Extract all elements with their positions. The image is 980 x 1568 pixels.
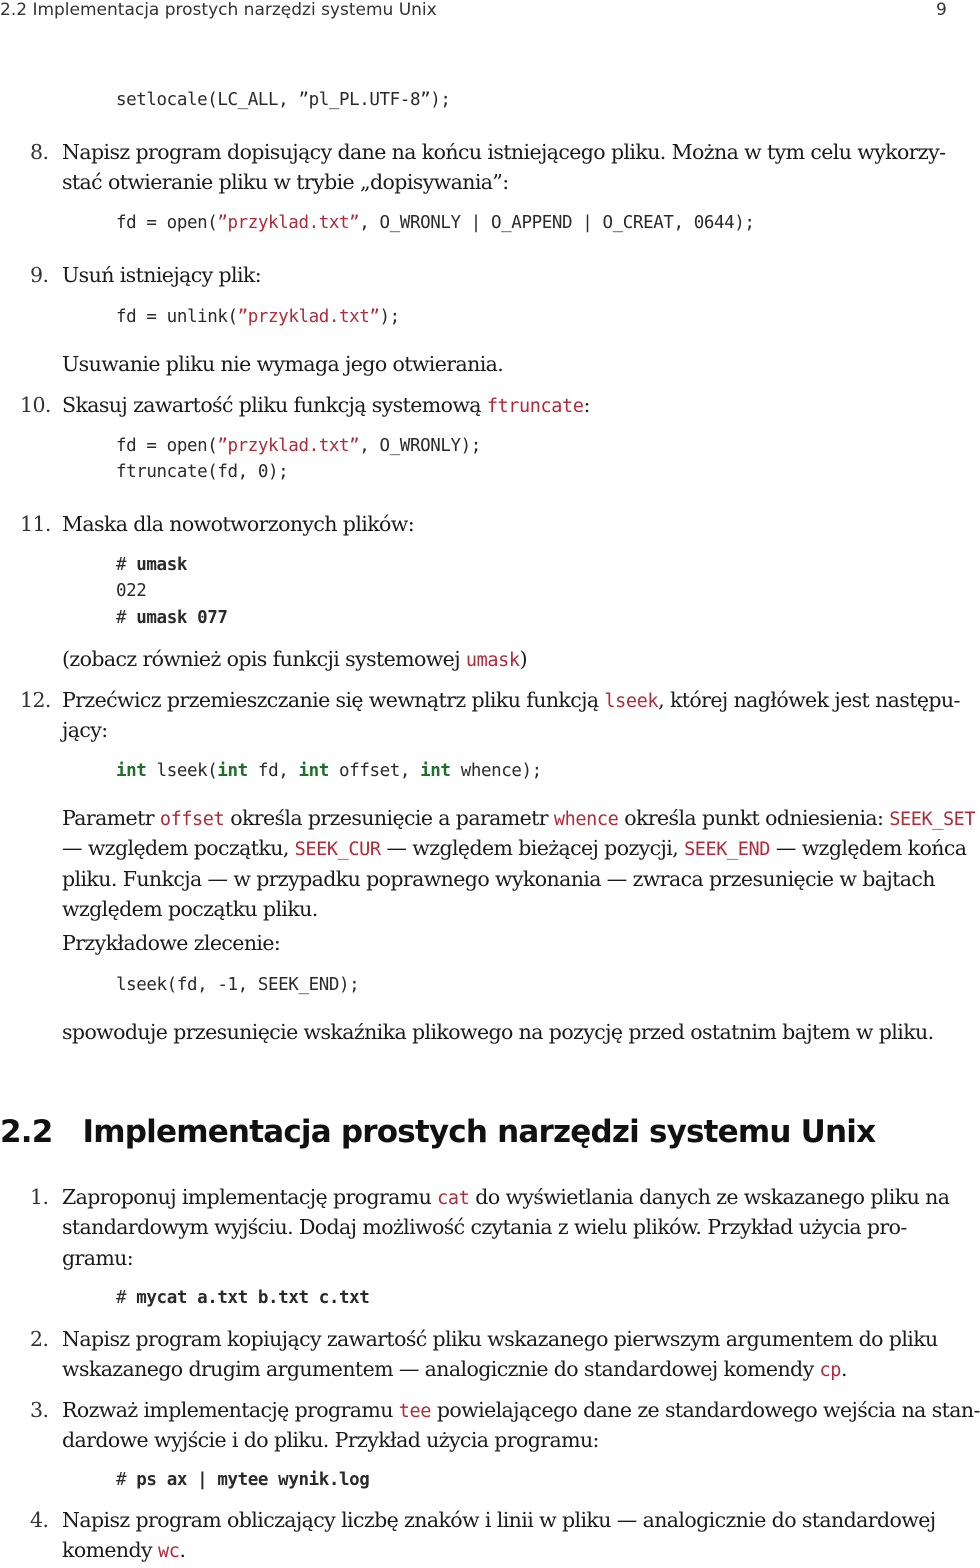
- shell-line: # umask: [116, 555, 187, 575]
- item-note: (zobacz również opis funkcji systemowej umask): [62, 647, 527, 671]
- item-text: Skasuj zawartość pliku funkcją systemową ftruncate:: [62, 393, 590, 417]
- item-text: Rozważ implementację programu tee powielającego dane ze standardowego wejścia na stan-: [62, 1398, 980, 1422]
- shell-line: # mycat a.txt b.txt c.txt: [116, 1288, 370, 1308]
- shell-line: # umask 077: [116, 608, 228, 628]
- paragraph-line: spowoduje przesunięcie wskaźnika plikowego na pozycję przed ostatnim bajtem w pliku.: [62, 1020, 934, 1044]
- code-line: fd = open(”przyklad.txt”, O_WRONLY | O_APPEND | O_CREAT, 0644);: [116, 213, 755, 233]
- item-text: standardowym wyjściu. Dodaj możliwość czytania z wielu plików. Przykład użycia pro-: [62, 1215, 907, 1239]
- code-prototype: int lseek(int fd, int offset, int whence);: [116, 761, 542, 781]
- item-number: 4.: [30, 1508, 49, 1532]
- shell-line: # ps ax | mytee wynik.log: [116, 1470, 370, 1490]
- item-text: dardowe wyjście i do pliku. Przykład użycia programu:: [62, 1428, 599, 1452]
- item-text: Napisz program kopiujący zawartość pliku wskazanego pierwszym argumentem do pliku: [62, 1327, 938, 1351]
- item-number: 11.: [20, 512, 51, 536]
- running-header-title: 2.2 Implementacja prostych narzędzi systemu Unix: [0, 0, 437, 20]
- item-note: Usuwanie pliku nie wymaga jego otwierania.: [62, 352, 504, 376]
- item-text: Zaproponuj implementację programu cat do wyświetlania danych ze wskazanego pliku na: [62, 1185, 950, 1209]
- item-text: jący:: [62, 718, 108, 742]
- code-line: lseek(fd, -1, SEEK_END);: [116, 975, 360, 995]
- code-line: fd = open(”przyklad.txt”, O_WRONLY);: [116, 436, 481, 456]
- item-text: stać otwieranie pliku w trybie „dopisywania”:: [62, 170, 509, 194]
- code-line: ftruncate(fd, 0);: [116, 462, 289, 482]
- item-number: 12.: [20, 688, 51, 712]
- item-number: 10.: [20, 393, 51, 417]
- item-number: 8.: [30, 140, 49, 164]
- paragraph-line: względem początku pliku.: [62, 897, 318, 921]
- item-text: Maska dla nowotworzonych plików:: [62, 512, 415, 536]
- code-setlocale: setlocale(LC_ALL, ”pl_PL.UTF-8”);: [116, 90, 451, 110]
- shell-output: 022: [116, 581, 147, 601]
- item-number: 9.: [30, 263, 49, 287]
- item-number: 2.: [30, 1327, 49, 1351]
- item-text: gramu:: [62, 1246, 134, 1270]
- item-number: 1.: [30, 1185, 49, 1209]
- item-text: Napisz program obliczający liczbę znaków i linii w pliku — analogicznie do standardowej: [62, 1508, 936, 1532]
- page-number: 9: [936, 0, 947, 20]
- paragraph-line: pliku. Funkcja — w przypadku poprawnego wykonania — zwraca przesunięcie w bajtach: [62, 867, 935, 891]
- section-heading: 2.2 Implementacja prostych narzędzi systemu Unix: [0, 1114, 876, 1150]
- item-text: Przećwicz przemieszczanie się wewnątrz pliku funkcją lseek, której nagłówek jest następu-: [62, 688, 960, 712]
- paragraph-line: — względem początku, SEEK_CUR — względem bieżącej pozycji, SEEK_END — względem końca: [62, 836, 967, 860]
- item-text: wskazanego drugim argumentem — analogicznie do standardowej komendy cp.: [62, 1357, 847, 1381]
- paragraph-line: Parametr offset określa przesunięcie a parametr whence określa punkt odniesienia: SEEK_SET: [62, 806, 976, 830]
- item-text: Napisz program dopisujący dane na końcu istniejącego pliku. Można w tym celu wykorzy-: [62, 140, 946, 164]
- example-label: Przykładowe zlecenie:: [62, 931, 281, 955]
- item-number: 3.: [30, 1398, 49, 1422]
- item-text: Usuń istniejący plik:: [62, 263, 262, 287]
- code-line: fd = unlink(”przyklad.txt”);: [116, 307, 400, 327]
- item-text: komendy wc.: [62, 1538, 186, 1562]
